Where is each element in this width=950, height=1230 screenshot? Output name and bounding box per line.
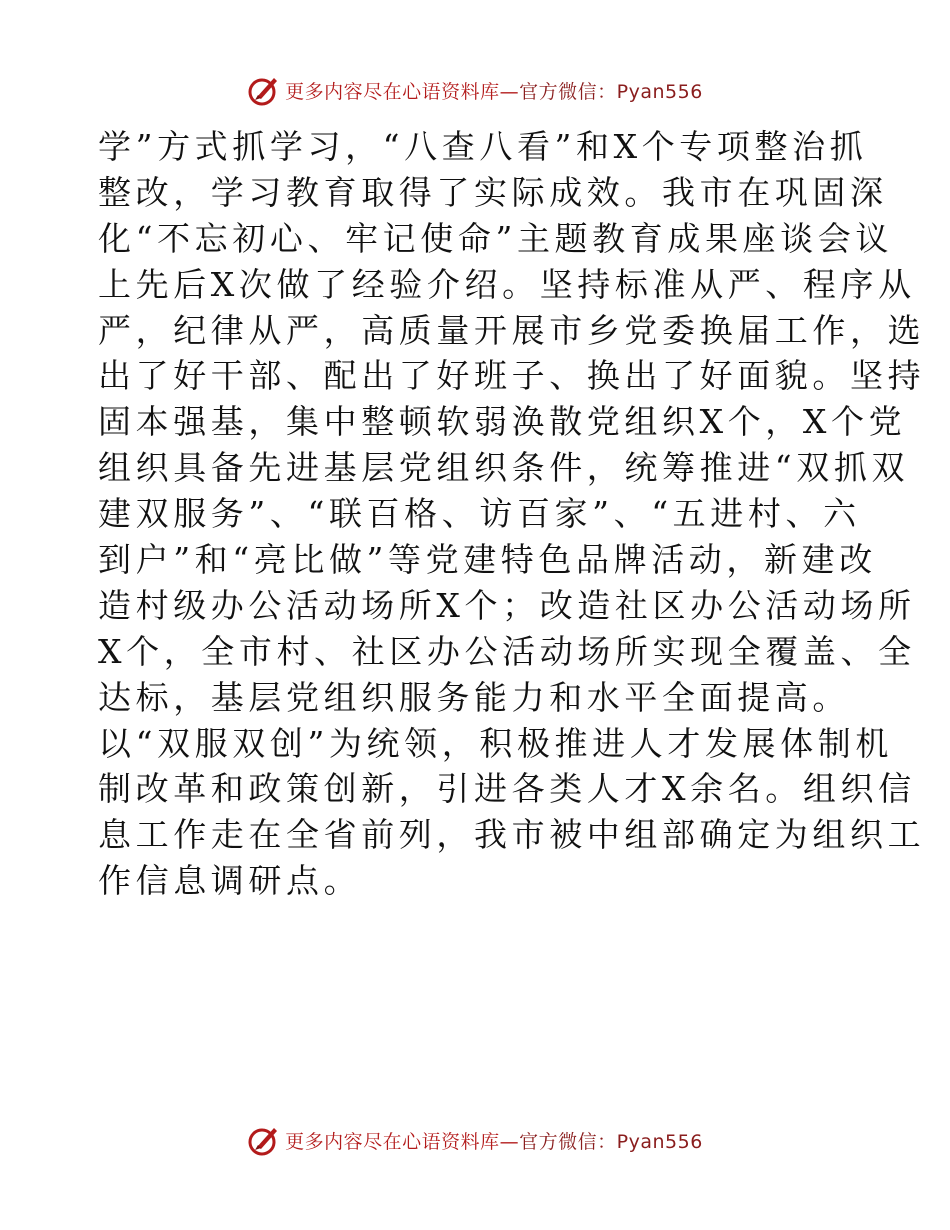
body-line: 作信息调研点。 bbox=[98, 861, 362, 901]
quill-pen-logo-icon bbox=[247, 1123, 281, 1157]
body-line: 制改革和政策创新，引进各类人才X余名。组织信 bbox=[98, 769, 916, 809]
body-line: 化“不忘初心、牢记使命”主题教育成果座谈会议 bbox=[98, 218, 893, 258]
body-line: 严，纪律从严，高质量开展市乡党委换届工作，选 bbox=[98, 310, 926, 350]
quill-pen-logo-icon bbox=[247, 73, 281, 107]
footer-banner bbox=[0, 1122, 950, 1158]
body-line: 学”方式抓学习，“八查八看”和X个专项整治抓 bbox=[98, 127, 868, 166]
document-body bbox=[98, 124, 926, 904]
body-line: 到户”和“亮比做”等党建特色品牌活动，新建改 bbox=[98, 540, 877, 580]
body-line: X个，全市村、社区办公活动场所实现全覆盖、全 bbox=[98, 631, 916, 671]
footer-banner-text: 更多内容尽在心语资料库—官方微信：Pyan556 bbox=[285, 1130, 703, 1153]
body-line: 达标，基层党组织服务能力和水平全面提高。 bbox=[98, 677, 850, 717]
header-banner-text: 更多内容尽在心语资料库—官方微信：Pyan556 bbox=[285, 80, 703, 103]
body-line: 出了好干部、配出了好班子、换出了好面貌。坚持 bbox=[98, 356, 926, 396]
body-line: 息工作走在全省前列，我市被中组部确定为组织工 bbox=[98, 815, 926, 855]
body-line: 造村级办公活动场所X个；改造社区办公活动场所 bbox=[98, 585, 916, 625]
header-banner bbox=[0, 72, 950, 108]
body-line: 以“双服双创”为统领，积极推进人才发展体制机 bbox=[98, 723, 893, 763]
body-line: 上先后X次做了经验介绍。坚持标准从严、程序从 bbox=[98, 264, 916, 304]
body-line: 整改，学习教育取得了实际成效。我市在巩固深 bbox=[98, 172, 888, 212]
body-line: 组织具备先进基层党组织条件，统筹推进“双抓双 bbox=[98, 448, 910, 488]
body-line: 固本强基，集中整顿软弱涣散党组织X个，X个党 bbox=[98, 402, 907, 442]
body-line: 建双服务”、“联百格、访百家”、“五进村、六 bbox=[98, 494, 861, 534]
